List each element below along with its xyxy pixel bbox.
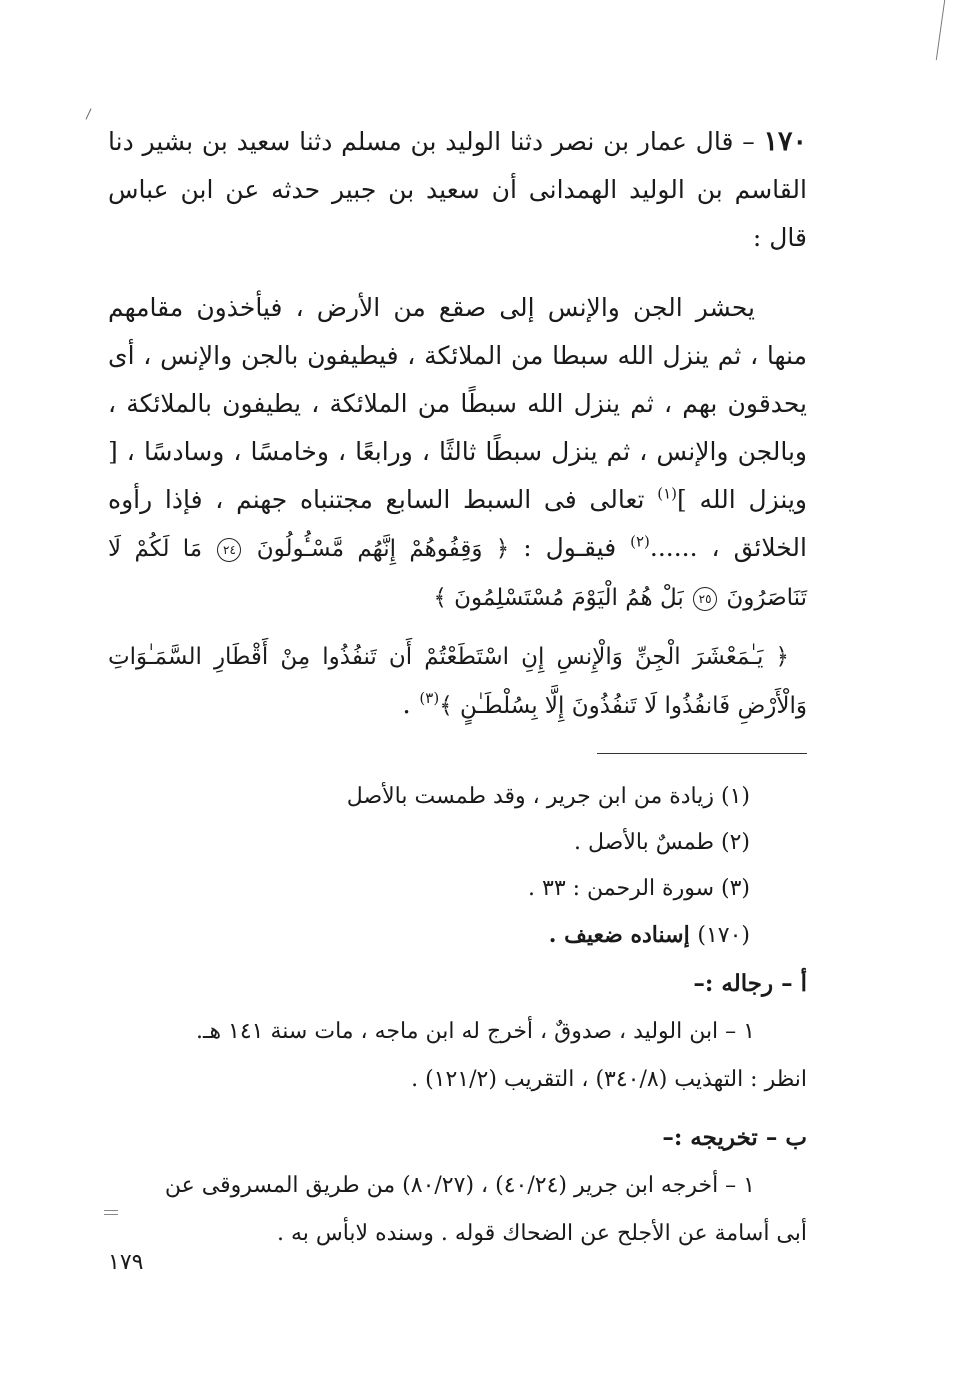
grading-text: إسناده ضعيف . <box>548 922 698 948</box>
rijal-item-1: ١ – ابن الوليد ، صدوقٌ ، أخرج له ابن ماجه ، مات سنة ١٤١ هـ. <box>196 1019 755 1044</box>
takhrij-heading: ب – تخريجه :– <box>662 1124 807 1151</box>
rijal-reference: انظر : التهذيب (٣٤٠/٨) ، التقريب (١٢١/٢) . <box>411 1067 807 1092</box>
footnote-ref-1[interactable]: (١) <box>657 484 677 503</box>
isnad-text: – قال عمار بن نصر دثنا الوليد بن مسلم دثنا سعيد بن بشير دنا القاسم بن الوليد الهمدانى أن سعيد بن جبير حدثه عن ابن عباس قال : <box>108 127 807 252</box>
footnote-ref-3[interactable]: (٣) <box>419 689 440 707</box>
quran-close-bracket: ﴾ <box>433 585 447 611</box>
ayah-number-25: ٢٥ <box>693 587 717 611</box>
page-edge-mark <box>936 0 955 60</box>
rijal-heading: أ – رجاله :– <box>693 970 807 997</box>
footnote-2: (٢) طمسٌ بالأصل . <box>574 830 750 855</box>
footnotes <box>108 774 750 959</box>
quran-verse-2-line <box>108 632 807 730</box>
grading-line <box>108 912 750 959</box>
body-part-2: تعالى فى السبط السابع مجتنباه جهنم ، فإذا رأوه الخلائق ، ...... <box>108 485 807 562</box>
quran-text-a: وَقِفُوهُمْ إِنَّهُم مَّسْـُٔولُونَ <box>243 536 496 562</box>
body-part-3: فيقـول : <box>509 533 631 562</box>
ayah-number-24: ٢٤ <box>217 538 241 562</box>
commentary <box>108 960 807 1258</box>
margin-dash-mark <box>104 1210 118 1215</box>
margin-tick <box>86 108 92 119</box>
footnote-3: (٣) سورة الرحمن : ٣٣ . <box>528 876 750 901</box>
quran-text-b: مَا لَكُمْ لَا تَنَاصَرُونَ <box>108 536 807 611</box>
page-number: ١٧٩ <box>108 1250 144 1275</box>
footnote-ref-2[interactable]: (٢) <box>630 532 650 551</box>
takhrij-item-1-cont: أبى أسامة عن الأجلح عن الضحاك قوله . وسنده لابأس به . <box>276 1221 807 1246</box>
quran-open-bracket: ﴿ <box>495 536 510 562</box>
hadith-number: ١٧٠ <box>763 126 807 157</box>
quran-text-c: بَلْ هُمُ الْيَوْمَ مُسْتَسْلِمُونَ <box>446 585 692 611</box>
footnote-divider <box>597 753 807 754</box>
hadith-body <box>108 284 807 622</box>
quran-verse-2: ﴿ يَـٰمَعْشَرَ الْجِنِّ وَالْإِنسِ إِنِ اسْتَطَعْتُمْ أَن تَنفُذُوا مِنْ أَقْطَارِ السَّمَـٰوَاتِ وَالْأَرْضِ فَانفُذُوا لَا تَنفُذُونَ إِلَّا بِسُلْطَـٰنٍ ﴾ <box>108 644 807 719</box>
grading-ref: (١٧٠) <box>697 923 750 948</box>
main-text <box>108 118 807 730</box>
body-part-1: يحشر الجن والإنس إلى صقع من الأرض ، فيأخذون مقامهم منها ، ثم ينزل الله سبطا من الملائكة ، فيطيفون بالجن والإنس ، أى يحدقون بهم ، ثم ينزل الله سبطًا من الملائكة ، يطيفون بالملائكة ، وبالجن والإنس ، ثم ينزل سبطًا ثالثًا ، ورابعًا ، وخامسًا ، وسادسًا ، [ وينزل الله ] <box>108 293 807 514</box>
takhrij-item-1: ١ – أخرجه ابن جرير (٤٠/٢٤) ، (٨٠/٢٧) من طريق المسروقى عن <box>164 1173 755 1198</box>
hadith-isnad <box>108 118 807 262</box>
verse-end-dot: . <box>402 689 420 720</box>
footnote-1: (١) زيادة من ابن جرير ، وقد طمست بالأصل <box>346 784 750 809</box>
